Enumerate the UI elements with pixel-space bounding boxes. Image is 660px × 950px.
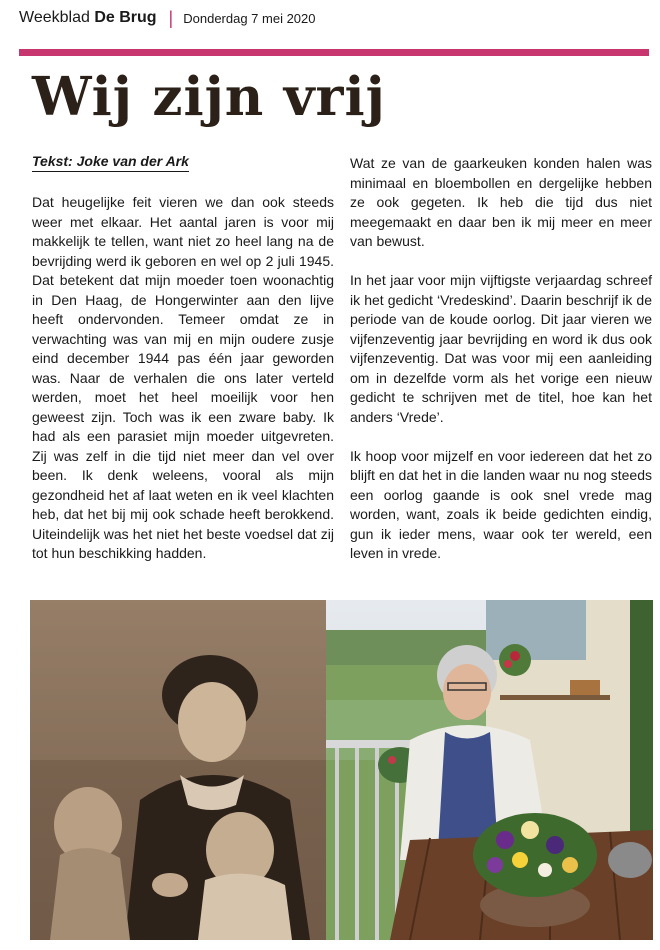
paragraph-right-3: Ik hoop voor mijzelf en voor iedereen dat het zo blijft en dat het in die landen waar nu nog steeds een oorlog gaande is ook snel vrede mag worden, want, zoals ik beide gedichten eindig, gun ik ieder mens, waar ook ter wereld, een leven in vrede. — [350, 447, 652, 561]
article-photos — [30, 600, 653, 940]
present-day-photo — [326, 600, 653, 940]
paper-name: De Brug — [94, 9, 157, 26]
article-column-left — [32, 193, 334, 583]
article-headline: Wij zijn vrij — [32, 66, 386, 128]
accent-rule — [19, 49, 649, 56]
paragraph-left-1: Dat heugelijke feit vieren we dan ook steeds weer met elkaar. Het aantal jaren is voor mij makkelijk te tellen, want niet zo heel lang na de bevrijding werd ik geboren en wel op 2 juli 1945. Dat betekent dat mijn moeder toen woonachtig in Den Haag, de Hongerwinter aan den lijve heeft ondervonden. Temeer omdat ze in verwachting was van mij en mijn oudere zusje eind december 1944 pas één jaar geworden was. Naar de verhalen die ons later verteld werden, moet het heel moeilijk voor hen geweest zijn. Toch was ik een zware baby. Ik had als een parasiet mijn moeder uitgevreten. Zij was zelf in die tijd niet meer dan vel over been. Ik denk weleens, vooral als mijn gezondheid het af laat weten en ik veel klachten heb, dat het bij mij ook schade heeft berokkend. Uiteindelijk was het niet het beste voedsel dat zij tot hun beschikking hadden. — [32, 194, 334, 561]
masthead-separator: | — [168, 7, 174, 28]
paper-prefix: Weekblad — [19, 9, 90, 26]
paragraph-right-1: Wat ze van de gaarkeuken konden halen was minimaal en bloembollen en dergelijke hebben ze ook gegeten. Ik heb die tijd dus niet meegemaakt en daar ben ik mij meer en meer van bewust. — [350, 155, 652, 249]
masthead — [19, 6, 316, 30]
paragraph-right-2: In het jaar voor mijn vijftigste verjaardag schreef ik het gedicht ‘Vredeskind’. Daarin beschrijf ik de periode van de koude oorlog. Dit jaar vieren we vijfenzeventig jaar bevrijding en word ik dus ook vijfenzeventig. Dat was voor mij een aanleiding om in dezelfde vorm als het vorige een nieuw gedicht te schrijven met de titel, hoe kan het anders ‘Vrede’. — [350, 272, 652, 425]
article-column-right — [350, 154, 652, 583]
paper-title — [19, 9, 157, 27]
historic-family-photo — [30, 600, 326, 940]
article-byline: Tekst: Joke van der Ark — [32, 153, 189, 172]
issue-date: Donderdag 7 mei 2020 — [183, 10, 316, 26]
